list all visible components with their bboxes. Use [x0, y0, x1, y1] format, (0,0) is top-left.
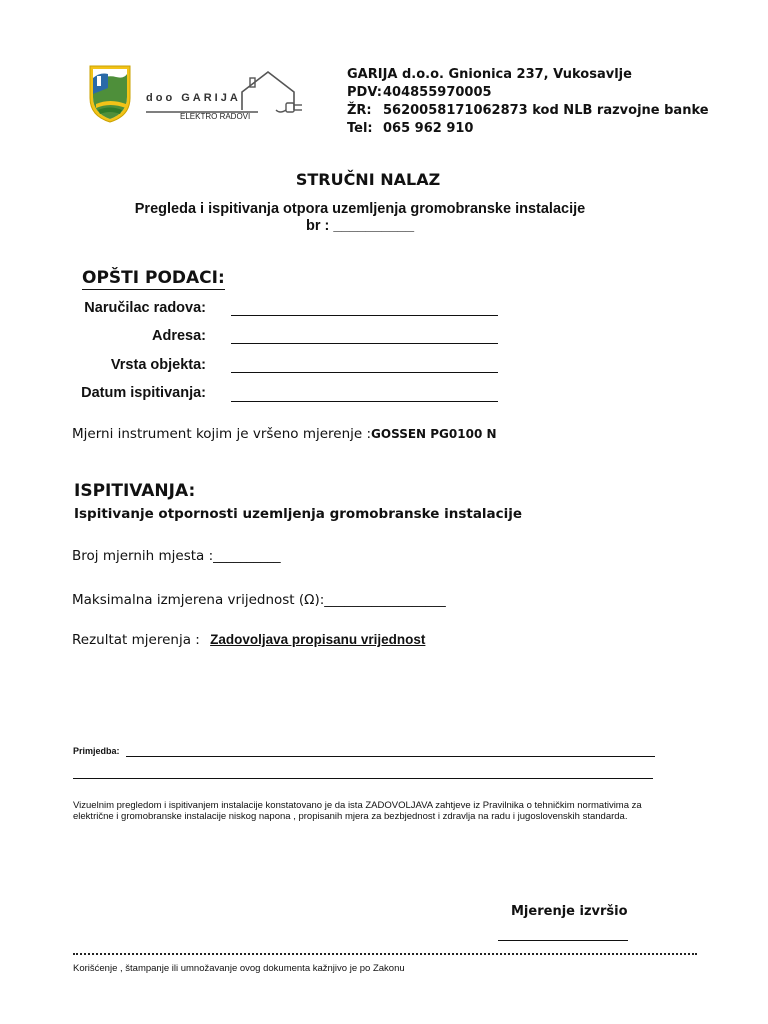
logo-text: doo GARIJA — [146, 92, 241, 104]
test-date-field-line[interactable] — [231, 401, 498, 402]
company-name-line: GARIJA d.o.o. Gnionica 237, Vukosavlje — [347, 67, 632, 82]
result-value: Zadovoljava propisanu vrijednost — [210, 632, 426, 647]
remark-line-1[interactable] — [126, 756, 655, 757]
address-field-line[interactable] — [231, 343, 498, 344]
client-label: Naručilac radova: — [84, 300, 206, 316]
tests-heading: ISPITIVANJA: — [74, 481, 196, 501]
company-tel — [347, 120, 473, 138]
company-logo-badge — [86, 64, 134, 124]
zr-label: ŽR: — [347, 103, 372, 118]
pdv-value: 404855970005 — [383, 85, 492, 100]
zr-value: 5620058171062873 kod NLB razvojne banke — [383, 103, 709, 118]
address-label: Adresa: — [152, 328, 206, 344]
signature-line[interactable] — [498, 940, 628, 941]
tel-value: 065 962 910 — [383, 121, 474, 136]
subtitle-line-1: Pregleda i ispitivanja otpora uzemljenja gromobranske instalacije — [134, 201, 586, 217]
compliance-statement: Vizuelnim pregledom i ispitivanjem instalacije konstatovano je da ista ZADOVOLJAVA zahtjeve iz Pravilnika o tehničkim normativima za električne i gromobranske instalacije niskog napona , propisanih mjera za bezbjednost i zdravlja na radu i jugoslovenskih standarda. — [73, 800, 642, 822]
footer-separator — [73, 953, 697, 955]
document-subtitle — [0, 201, 720, 235]
company-logo-wordmark — [146, 70, 316, 126]
instrument-line — [72, 426, 497, 442]
object-type-label: Vrsta objekta: — [110, 357, 206, 373]
instrument-label: Mjerni instrument kojim je vršeno mjerenje : — [72, 426, 372, 442]
tests-subheading: Ispitivanje otpornosti uzemljenja gromobranske instalacije — [74, 506, 523, 522]
max-measured-value: Maksimalna izmjerena vrijednost (Ω):__________________ — [72, 592, 446, 608]
measurement-result — [72, 632, 425, 648]
subtitle-line-2: br : __________ — [305, 218, 415, 234]
measurement-points: Broj mjernih mjesta :__________ — [72, 548, 281, 564]
instrument-value: GOSSEN PG0100 N — [371, 427, 497, 441]
document-title: STRUČNI NALAZ — [295, 170, 441, 189]
test-date-label: Datum ispitivanja: — [81, 385, 206, 401]
result-label: Rezultat mjerenja : — [72, 632, 200, 648]
client-field-line[interactable] — [231, 315, 498, 316]
signature-label: Mjerenje izvršio — [511, 904, 628, 919]
pdv-label: PDV: — [347, 85, 382, 100]
tel-label: Tel: — [347, 121, 373, 136]
remark-label: Primjedba: — [73, 746, 120, 756]
company-pdv — [347, 84, 492, 102]
logo-subtext: ELEKTRO RADOVI — [180, 112, 251, 121]
object-type-field-line[interactable] — [231, 372, 498, 373]
footer-note: Korišćenje , štampanje ili umnožavanje ovog dokumenta kažnjivo je po Zakonu — [73, 963, 405, 974]
general-data-heading: OPŠTI PODACI: — [82, 268, 225, 288]
company-zr — [347, 102, 709, 120]
remark-line-2[interactable] — [73, 778, 653, 779]
